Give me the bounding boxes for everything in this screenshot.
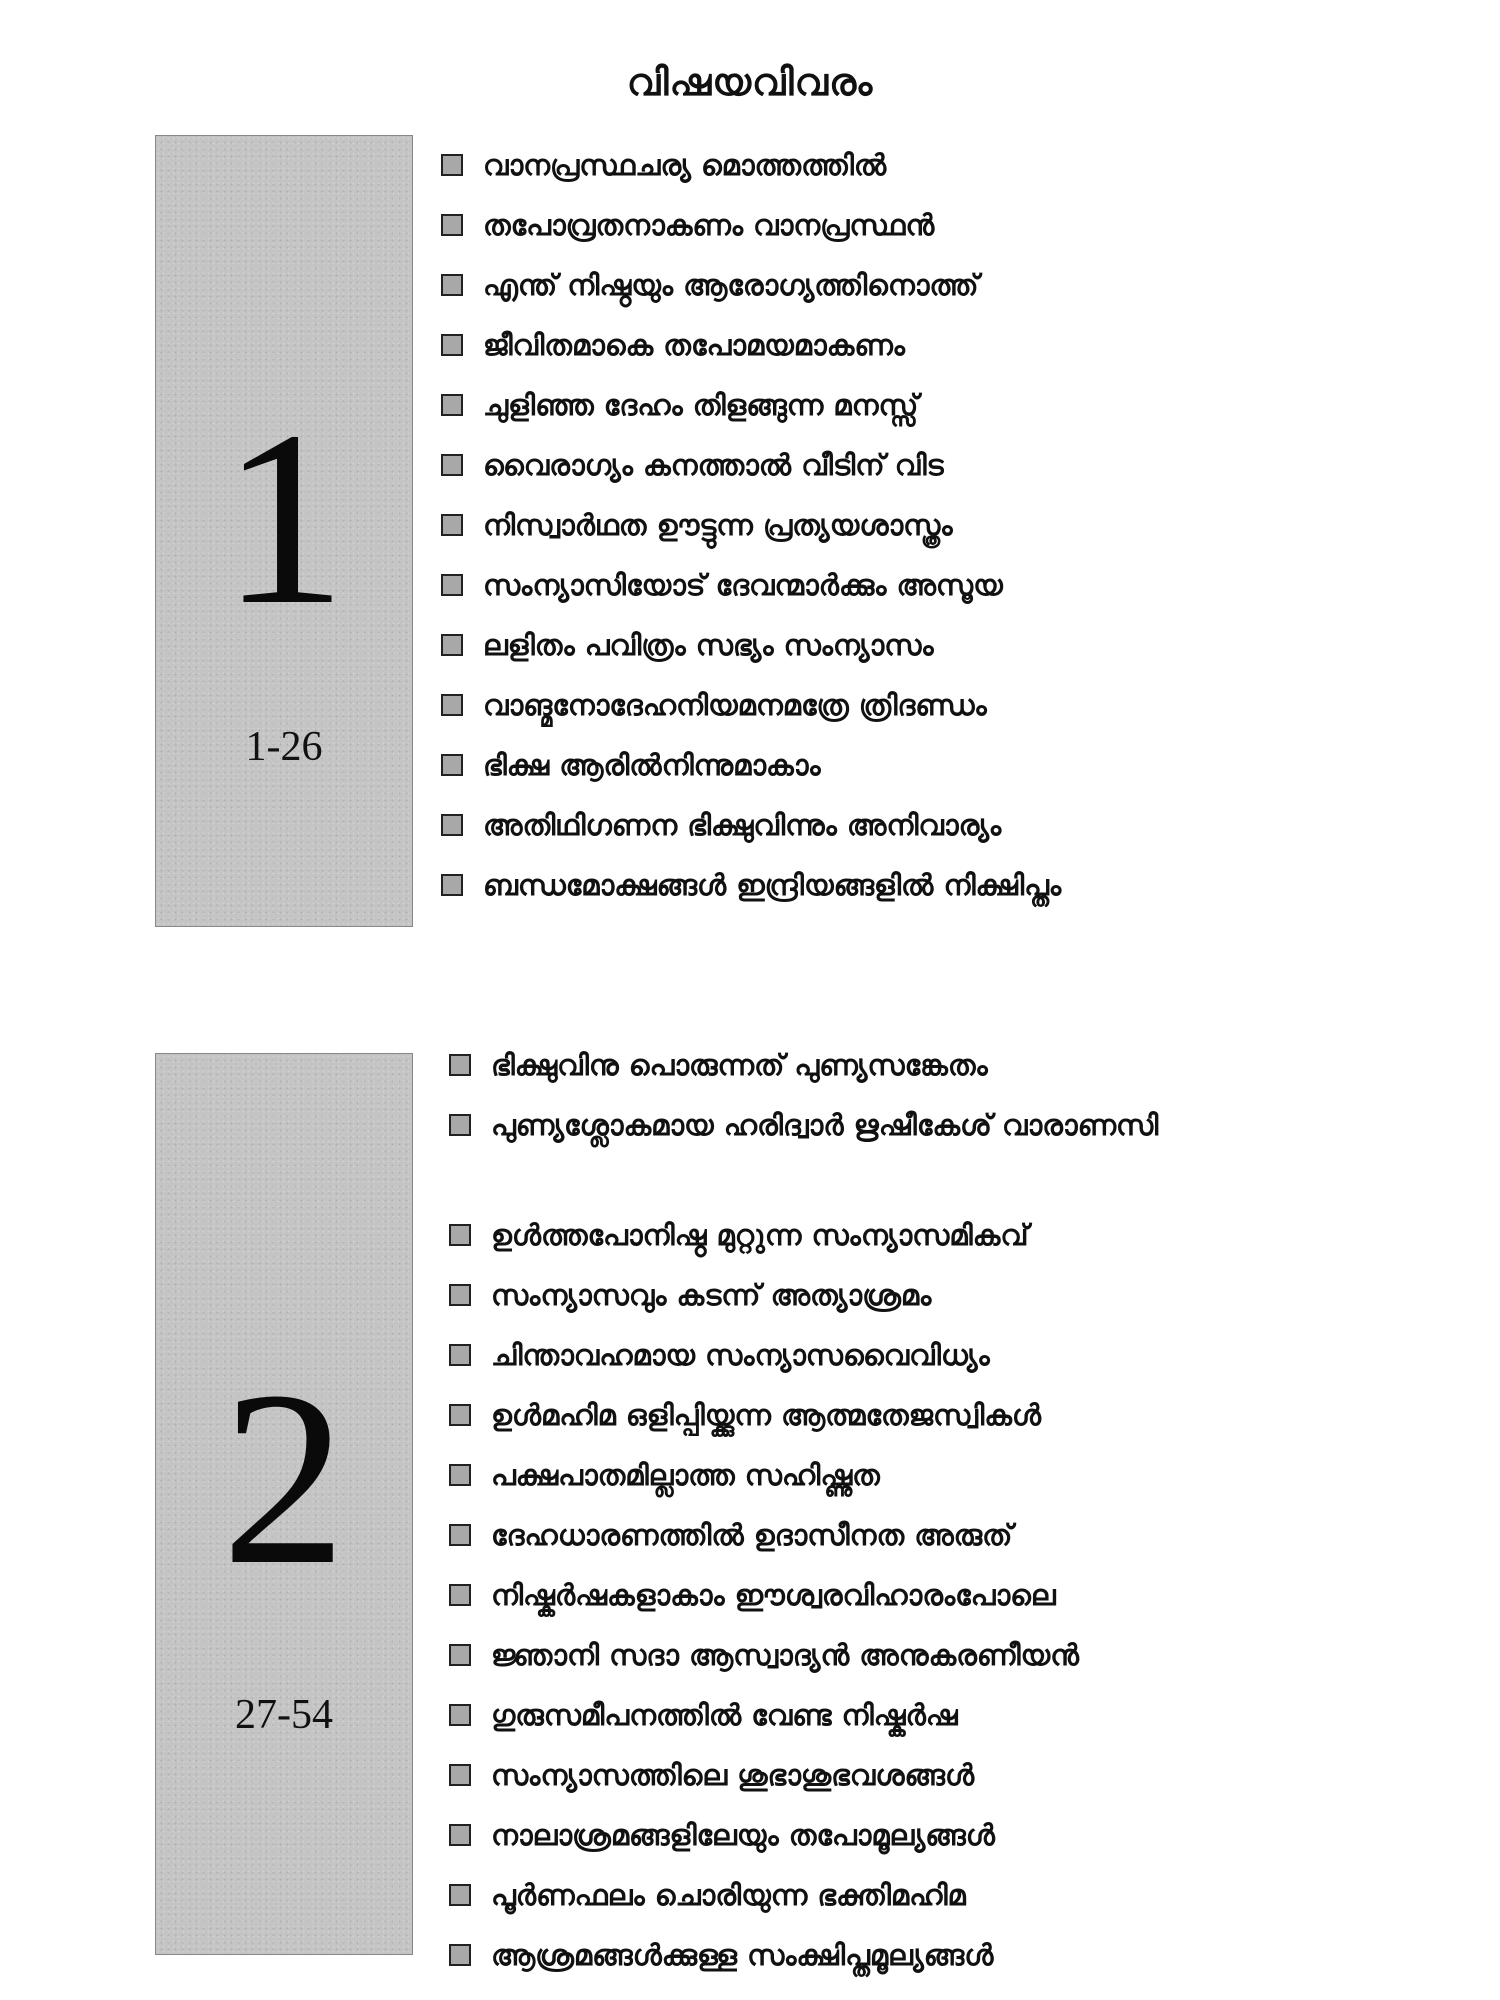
- list-item: [449, 1630, 1309, 1690]
- checkbox-square-icon: [449, 1944, 471, 1966]
- topic-text: ചിന്താവഹമായ സംന്യാസവൈവിധ്യം: [491, 1338, 990, 1372]
- list-item: [449, 1570, 1309, 1630]
- chapter-range: 27-54: [235, 1692, 333, 1738]
- checkbox-square-icon: [449, 1404, 471, 1426]
- chapter-1-topic-list: [441, 140, 1301, 920]
- list-item: [441, 620, 1301, 680]
- checkbox-square-icon: [449, 1764, 471, 1786]
- chapter-2-panel: [155, 1053, 413, 1955]
- topic-text: ജ്ഞാനി സദാ ആസ്വാദ്യൻ അനുകരണീയൻ: [491, 1638, 1079, 1672]
- list-item: [441, 860, 1301, 920]
- checkbox-square-icon: [441, 874, 463, 896]
- checkbox-square-icon: [449, 1524, 471, 1546]
- page-title: വിഷയവിവരം: [626, 60, 874, 104]
- topic-text: എന്ത് നിഷ്ഠയും ആരോഗ്യത്തിനൊത്ത്: [483, 268, 979, 302]
- list-item: [449, 1390, 1309, 1450]
- list-item: [441, 320, 1301, 380]
- topic-text: ഉൾമഹിമ ഒളിപ്പിയ്ക്കുന്ന ആത്മതേജസ്വികൾ: [491, 1398, 1042, 1432]
- topic-text: ജീവിതമാകെ തപോമയമാകണം: [483, 328, 905, 362]
- checkbox-square-icon: [449, 1824, 471, 1846]
- chapter-number: 2: [221, 1340, 347, 1617]
- topic-text: ഗുരുസമീപനത്തിൽ വേണ്ട നിഷ്കർഷ: [491, 1698, 958, 1732]
- checkbox-square-icon: [441, 274, 463, 296]
- topic-text: സംന്യാസത്തിലെ ശുഭാശുഭവശങ്ങൾ: [491, 1758, 975, 1792]
- topic-text: ബന്ധമോക്ഷങ്ങൾ ഇന്ദ്രിയങ്ങളിൽ നിക്ഷിപ്തം: [483, 868, 1062, 902]
- list-item: [449, 1100, 1309, 1210]
- list-item: [449, 1750, 1309, 1810]
- topic-text: പക്ഷപാതമില്ലാത്ത സഹിഷ്ണുത: [491, 1458, 880, 1492]
- topic-text: ഭിക്ഷുവിനു പൊരുന്നത് പുണ്യസങ്കേതം: [491, 1048, 988, 1082]
- checkbox-square-icon: [441, 754, 463, 776]
- checkbox-square-icon: [441, 334, 463, 356]
- list-item: [449, 1270, 1309, 1330]
- list-item: [441, 680, 1301, 740]
- checkbox-square-icon: [441, 574, 463, 596]
- list-item: [441, 740, 1301, 800]
- topic-text: നാലാശ്രമങ്ങളിലേയും തപോമൂല്യങ്ങൾ: [491, 1818, 995, 1852]
- checkbox-square-icon: [449, 1884, 471, 1906]
- topic-text: ഉൾത്തപോനിഷ്ഠ മുറ്റുന്ന സംന്യാസമികവ്: [491, 1218, 1029, 1252]
- checkbox-square-icon: [449, 1644, 471, 1666]
- list-item: [449, 1870, 1309, 1930]
- topic-text: ചുളിഞ്ഞ ദേഹം തിളങ്ങുന്ന മനസ്സ്: [483, 388, 919, 422]
- checkbox-square-icon: [441, 634, 463, 656]
- chapter-range: 1-26: [245, 724, 323, 770]
- checkbox-square-icon: [441, 394, 463, 416]
- list-item: [449, 1810, 1309, 1870]
- list-item: [441, 500, 1301, 560]
- topic-text: വാങ്മനോദേഹനിയമനമത്രേ ത്രിദണ്ഡം: [483, 688, 987, 722]
- list-item: [449, 1450, 1309, 1510]
- topic-text: ആശ്രമങ്ങൾക്കുള്ള സംക്ഷിപ്തമൂല്യങ്ങൾ: [491, 1938, 994, 1972]
- checkbox-square-icon: [441, 694, 463, 716]
- checkbox-square-icon: [441, 154, 463, 176]
- topic-text: വൈരാഗ്യം കനത്താൽ വീടിന് വിട: [483, 448, 944, 482]
- topic-text: നിസ്വാർഥത ഊട്ടുന്ന പ്രത്യയശാസ്ത്രം: [483, 508, 953, 542]
- checkbox-square-icon: [449, 1344, 471, 1366]
- topic-text: ഭിക്ഷ ആരിൽനിന്നുമാകാം: [483, 748, 821, 782]
- topic-text: അതിഥിഗണന ഭിക്ഷുവിന്നും അനിവാര്യം: [483, 808, 1002, 842]
- topic-text: തപോവ്രതനാകണം വാനപ്രസ്ഥൻ: [483, 208, 935, 242]
- list-item: [449, 1210, 1309, 1270]
- list-item: [441, 260, 1301, 320]
- list-item: [449, 1690, 1309, 1750]
- topic-text: പൂർണഫലം ചൊരിയുന്ന ഭക്തിമഹിമ: [491, 1878, 966, 1912]
- list-item: [441, 200, 1301, 260]
- chapter-number: 1: [221, 380, 347, 657]
- topic-text: നിഷ്കർഷകളാകാം ഈശ്വരവിഹാരംപോലെ: [491, 1578, 1056, 1612]
- list-item: [449, 1330, 1309, 1390]
- topic-text: പുണ്യശ്ലോകമായ ഹരിദ്വാർ ഋഷീകേശ് വാരാണസി: [491, 1108, 1159, 1142]
- checkbox-square-icon: [449, 1224, 471, 1246]
- list-item: [449, 1510, 1309, 1570]
- checkbox-square-icon: [449, 1114, 471, 1136]
- checkbox-square-icon: [441, 514, 463, 536]
- list-item: [441, 380, 1301, 440]
- list-item: [441, 440, 1301, 500]
- checkbox-square-icon: [441, 214, 463, 236]
- topic-text: ലളിതം പവിത്രം സഭ്യം സംന്യാസം: [483, 628, 934, 662]
- checkbox-square-icon: [449, 1054, 471, 1076]
- chapter-2-topic-list: [449, 1040, 1309, 1990]
- checkbox-square-icon: [449, 1584, 471, 1606]
- topic-text: ദേഹധാരണത്തിൽ ഉദാസീനത അരുത്: [491, 1518, 1013, 1552]
- list-item: [449, 1040, 1309, 1100]
- list-item: [441, 560, 1301, 620]
- topic-text: സംന്യാസിയോട് ദേവന്മാർക്കും അസൂയ: [483, 568, 1003, 602]
- checkbox-square-icon: [449, 1284, 471, 1306]
- checkbox-square-icon: [441, 454, 463, 476]
- checkbox-square-icon: [441, 814, 463, 836]
- list-item: [449, 1930, 1309, 1990]
- checkbox-square-icon: [449, 1464, 471, 1486]
- list-item: [441, 140, 1301, 200]
- checkbox-square-icon: [449, 1704, 471, 1726]
- list-item: [441, 800, 1301, 860]
- topic-text: സംന്യാസവും കടന്ന് അത്യാശ്രമം: [491, 1278, 932, 1312]
- chapter-1-panel: [155, 135, 413, 927]
- topic-text: വാനപ്രസ്ഥചര്യ മൊത്തത്തിൽ: [483, 148, 887, 182]
